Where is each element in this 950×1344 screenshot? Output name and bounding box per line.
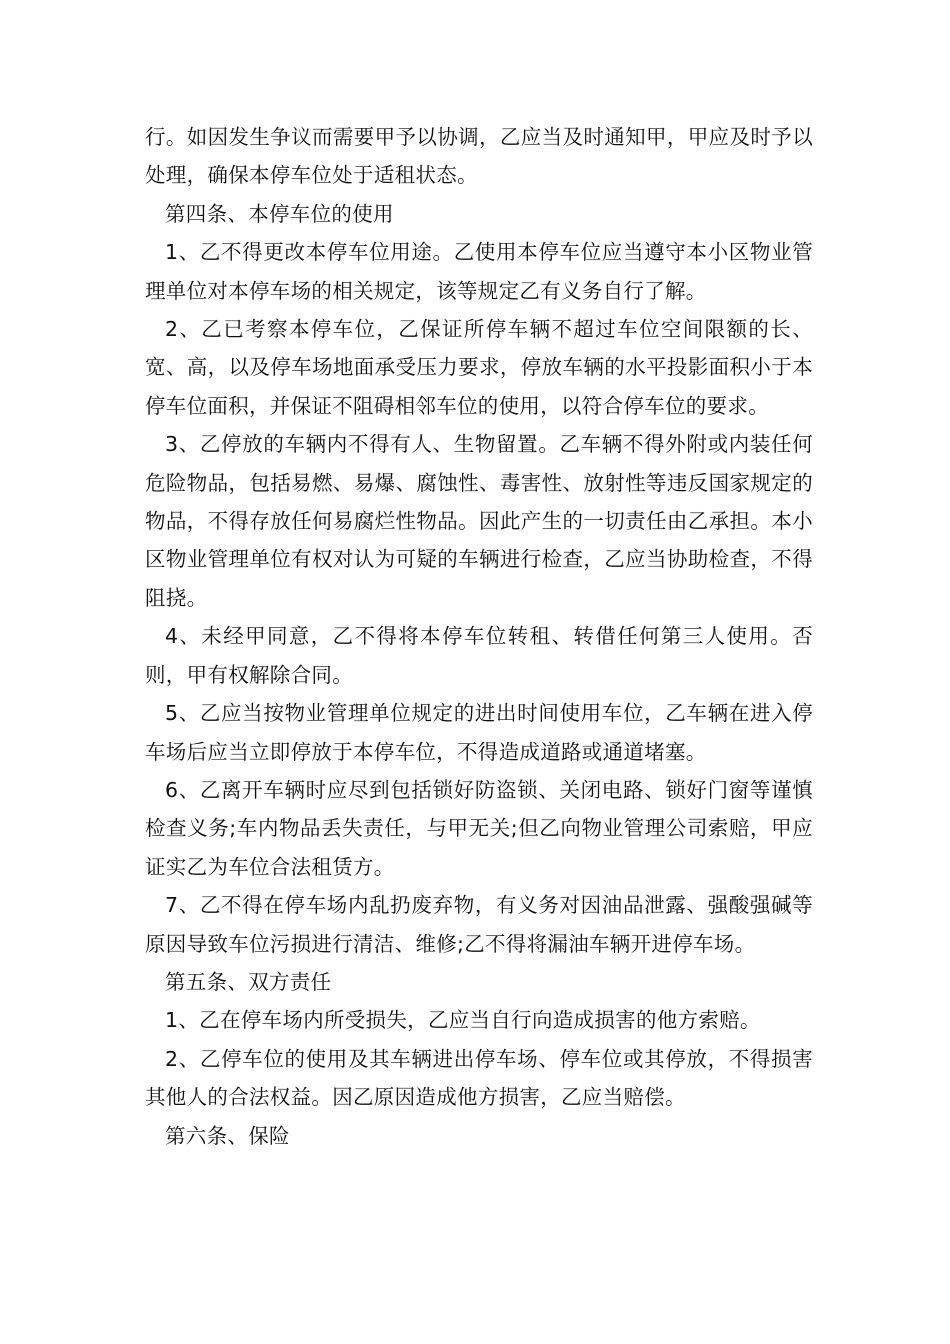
article-4-clause-6: 6、乙离开车辆时应尽到包括锁好防盗锁、关闭电路、锁好门窗等谨慎检查义务;车内物品丢失责任，与甲无关;但乙向物业管理公司索赔，甲应证实乙为车位合法租赁方。 bbox=[145, 777, 813, 879]
paragraph-continuation: 行。如因发生争议而需要甲予以协调，乙应当及时通知甲，甲应及时予以处理，确保本停车位处于适租状态。 bbox=[145, 125, 813, 188]
article-4-clause-4: 4、未经甲同意，乙不得将本停车位转租、转借任何第三人使用。否则，甲有权解除合同。 bbox=[145, 624, 813, 687]
article-4-clause-2: 2、乙已考察本停车位，乙保证所停车辆不超过车位空间限额的长、宽、高，以及停车场地面承受压力要求，停放车辆的水平投影面积小于本停车位面积，并保证不阻碍相邻车位的使用，以符合停车位的要求。 bbox=[145, 317, 813, 418]
article-4-clause-7: 7、乙不得在停车场内乱扔废弃物，有义务对因油品泄露、强酸强碱等原因导致车位污损进行清洁、维修;乙不得将漏油车辆开进停车场。 bbox=[145, 893, 813, 956]
document-page bbox=[145, 118, 813, 1155]
article-5-clause-1: 1、乙在停车场内所受损失，乙应当自行向造成损害的他方索赔。 bbox=[165, 1008, 761, 1033]
article-4-clause-3: 3、乙停放的车辆内不得有人、生物留置。乙车辆不得外附或内装任何危险物品，包括易燃、易爆、腐蚀性、毒害性、放射性等违反国家规定的物品，不得存放任何易腐烂性物品。因此产生的一切责任由乙承担。本小区物业管理单位有权对认为可疑的车辆进行检查，乙应当协助检查，不得阻挠。 bbox=[145, 432, 813, 610]
article-4-heading: 第四条、本停车位的使用 bbox=[165, 201, 394, 226]
article-4-clause-1: 1、乙不得更改本停车位用途。乙使用本停车位应当遵守本小区物业管理单位对本停车场的相关规定，该等规定乙有义务自行了解。 bbox=[145, 240, 813, 303]
article-5-heading: 第五条、双方责任 bbox=[165, 969, 332, 994]
article-4-clause-5: 5、乙应当按物业管理单位规定的进出时间使用车位，乙车辆在进入停车场后应当立即停放于本停车位，不得造成道路或通道堵塞。 bbox=[145, 701, 813, 764]
article-6-heading: 第六条、保险 bbox=[165, 1123, 290, 1148]
article-5-clause-2: 2、乙停车位的使用及其车辆进出停车场、停车位或其停放，不得损害其他人的合法权益。因乙原因造成他方损害，乙应当赔偿。 bbox=[145, 1046, 813, 1110]
